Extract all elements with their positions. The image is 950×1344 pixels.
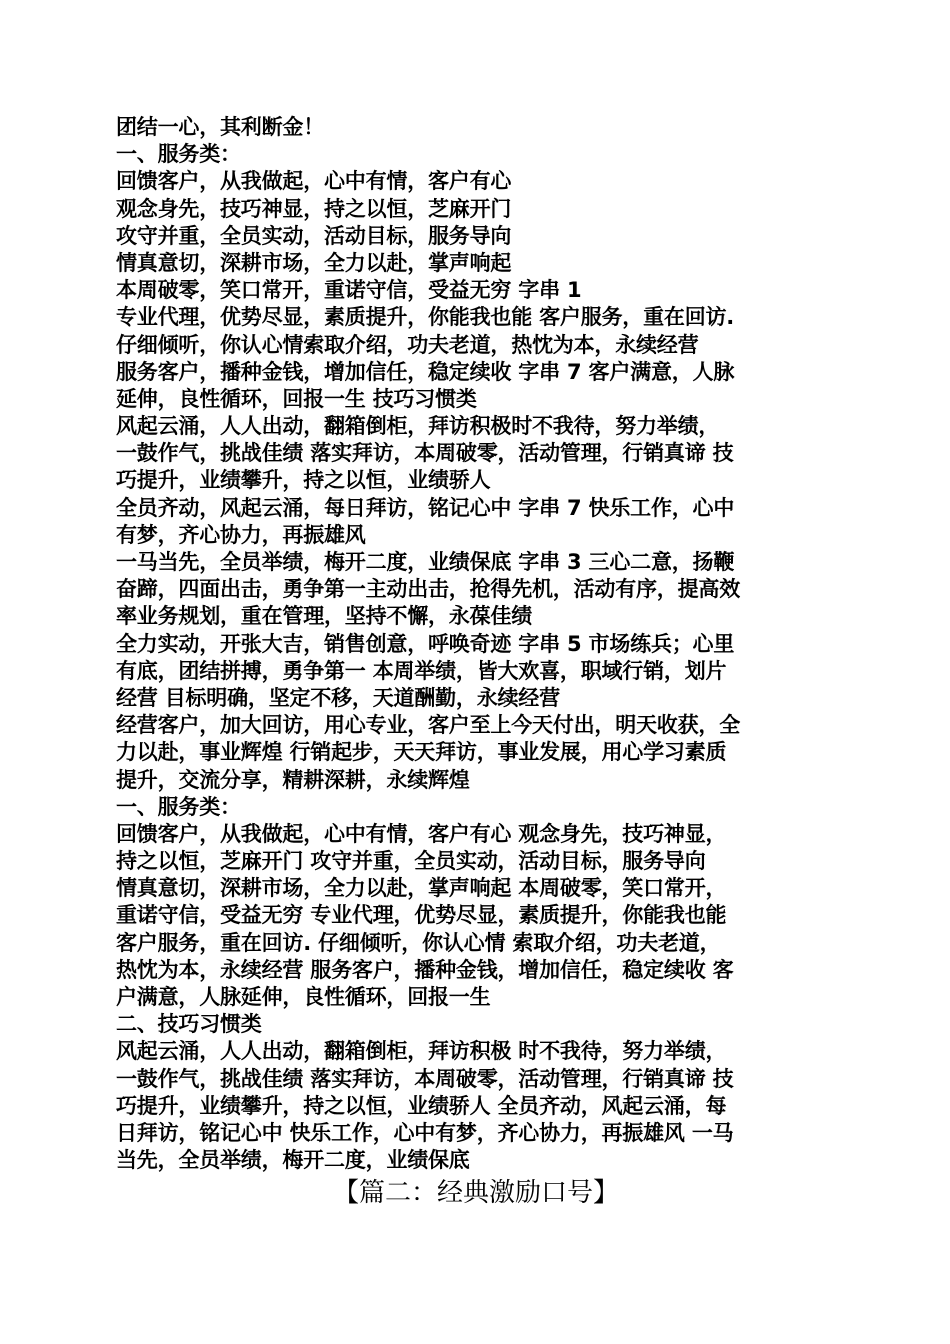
text-line: 有底，团结拼搏，勇争第一 本周举绩，皆大欢喜，职域行销，划片 xyxy=(116,658,727,683)
text-line: 仔细倾听，你认心情索取介绍，功夫老道，热忱为本，永续经营 xyxy=(116,332,699,357)
text-line: 率业务规划，重在管理，坚持不懈，永葆佳绩 xyxy=(116,604,532,629)
text-line: 持之以恒，芝麻开门 攻守并重，全员实动，活动目标，服务导向 xyxy=(116,849,706,874)
text-line: 户满意，人脉延伸，良性循环，回报一生 xyxy=(116,985,491,1009)
text-line: 热忱为本，永续经营 服务客户，播种金钱，增加信任，稳定续收 客 xyxy=(116,957,734,982)
text-line: 攻守并重，全员实动，活动目标，服务导向 xyxy=(116,223,512,248)
text-line: 二、技巧习惯类 xyxy=(116,1012,262,1037)
text-line: 重诺守信，受益无穷 专业代理，优势尽显，素质提升，你能我也能 xyxy=(116,903,727,928)
text-line: 回馈客户，从我做起，心中有情，客户有心 xyxy=(116,169,512,194)
text-line: 巧提升，业绩攀升，持之以恒，业绩骄人 全员齐动，风起云涌，每 xyxy=(116,1093,727,1118)
text-line: 奋蹄，四面出击，勇争第一主动出击，抢得先机，活动有序，提高效 xyxy=(116,577,740,602)
text-line: 有梦，齐心协力，再振雄风 xyxy=(116,522,366,547)
text-line: 当先，全员举绩，梅开二度，业绩保底 xyxy=(116,1148,470,1173)
text-line: 本周破零，笑口常开，重诺守信，受益无穷 字串 1 xyxy=(116,278,582,303)
text-line: 提升，交流分享，精耕深耕，永续辉煌 xyxy=(116,767,470,792)
document-body xyxy=(116,114,836,1210)
text-line: 情真意切，深耕市场，全力以赴，掌声响起 xyxy=(116,250,512,275)
text-line: 日拜访，铭记心中 快乐工作，心中有梦，齐心协力，再振雄风 一马 xyxy=(116,1120,734,1145)
text-line: 一、服务类： xyxy=(116,142,241,167)
text-line: 客户服务，重在回访. 仔细倾听，你认心情 索取介绍，功夫老道， xyxy=(116,930,721,955)
text-line: 经营客户，加大回访，用心专业，客户至上今天付出，明天收获，全 xyxy=(116,713,740,738)
text-line: 延伸，良性循环，回报一生 技巧习惯类 xyxy=(116,386,477,411)
text-line: 风起云涌，人人出动，翻箱倒柜，拜访积极 时不我待，努力举绩， xyxy=(116,1039,727,1064)
text-line: 力以赴，事业辉煌 行销起步，天天拜访，事业发展，用心学习素质 xyxy=(116,740,727,765)
text-line: 回馈客户，从我做起，心中有情，客户有心 观念身先，技巧神显， xyxy=(116,821,727,846)
text-line: 观念身先，技巧神显，持之以恒，芝麻开门 xyxy=(116,196,512,221)
section-heading: 【篇二：经典激励口号】 xyxy=(332,1178,619,1209)
text-line: 全力实动，开张大吉，销售创意，呼唤奇迹 字串 5 市场练兵；心里 xyxy=(116,631,735,656)
text-line: 风起云涌，人人出动，翻箱倒柜，拜访积极时不我待，努力举绩， xyxy=(116,414,720,439)
text-line: 巧提升，业绩攀升，持之以恒，业绩骄人 xyxy=(116,468,491,493)
text-line: 一鼓作气，挑战佳绩 落实拜访，本周破零，活动管理，行销真谛 技 xyxy=(116,441,734,466)
text-line: 一、服务类： xyxy=(116,794,241,819)
text-line: 团结一心，其利断金！ xyxy=(116,115,324,139)
text-line: 专业代理，优势尽显，素质提升，你能我也能 客户服务，重在回访. xyxy=(116,305,735,330)
text-line: 服务客户，播种金钱，增加信任，稳定续收 字串 7 客户满意，人脉 xyxy=(116,359,735,384)
text-line: 情真意切，深耕市场，全力以赴，掌声响起 本周破零，笑口常开， xyxy=(116,876,727,901)
text-line: 经营 目标明确，坚定不移，天道酬勤，永续经营 xyxy=(116,685,560,710)
text-line: 一马当先，全员举绩，梅开二度，业绩保底 字串 3 三心二意，扬鞭 xyxy=(116,550,735,574)
text-line: 全员齐动，风起云涌，每日拜访，铭记心中 字串 7 快乐工作，心中 xyxy=(116,495,735,520)
text-line: 一鼓作气，挑战佳绩 落实拜访，本周破零，活动管理，行销真谛 技 xyxy=(116,1066,734,1091)
